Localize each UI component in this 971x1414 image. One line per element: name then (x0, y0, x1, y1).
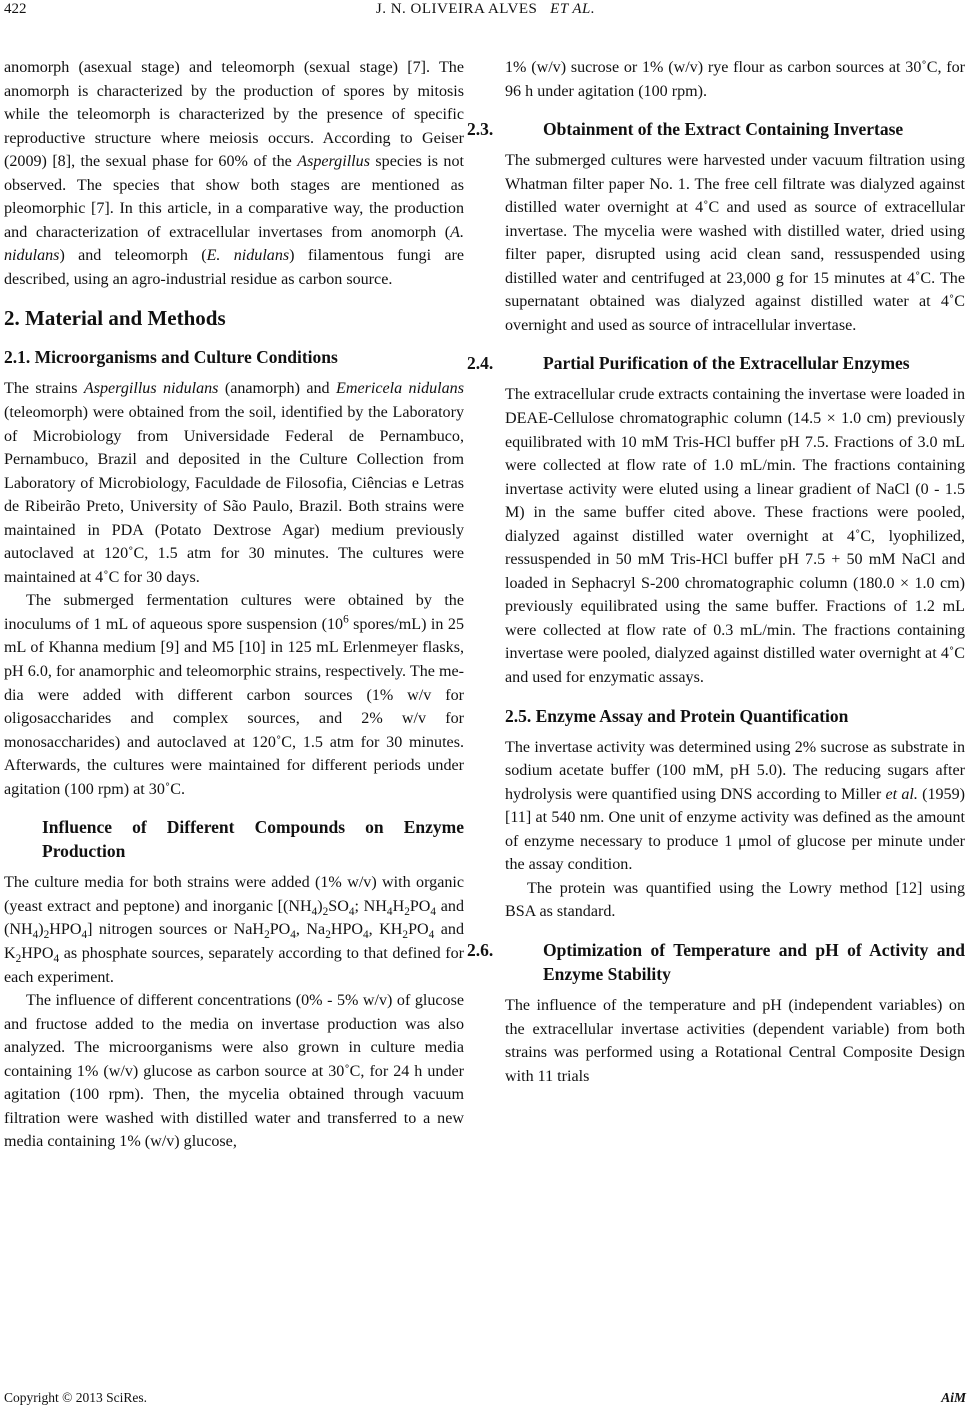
subsection-heading-2-4: 2.4. Partial Purification of the Extracellular Enzymes (467, 353, 910, 374)
page-footer (4, 1390, 966, 1406)
paragraph-enzyme-assay: The invertase activity was determined using 2% sucrose as substrate in sodium acetate buffer (100 mM, pH 5.0). The reducing sugars after hydrolysis were quantified using DNS according to Miller et al. (1959) [11] at 540 nm. One unit of enzyme activity was defined as the amount of enzyme necessary to produce 1 μmol of glucose per minute under the assay condition. (505, 738, 966, 874)
subsection-heading-2-6: 2.6. Optimization of Temperature and pH of Activity and Enzyme Stability (467, 939, 965, 984)
paragraph-submerged-fermentation: The submerged fermentation cultures were obtained by the inoculums of 1 mL of aqueous spore suspension ($10^6$ spores/mL) in 25 mL of Khanna medium [9] and M5 [10] in 125 mL Erlenmeyer flasks, pH 6.0, for anamorphic and teleomorphic strains, respectively. The media were added with different carbon sources (1% w/v for oligosaccharides and complex sources, and 2% w/v for monosaccharides) and autoclaved at 120˚C, 1.5 atm for 30 minutes. Afterwards, the cultures were maintained for different periods under agitation (100 rpm) at 30˚C. (4, 592, 465, 798)
journal-abbreviation: AiM (941, 1390, 966, 1405)
right-column (467, 56, 966, 1088)
paragraph-purification: The extracellular crude extracts containing the invertase were loaded in DEAE-Cellulose chromatographic column (14.5 × 1.0 cm) previously equilibrated with 10 mM Tris-HCl buffer pH 7.5. Fractions of 3.0 mL were collected at flow rate of 1.0 mL/min. The fractions containing invertase activity were eluted using a linear gradient of NaCl (0 - 1.5 M) in the same buffer cited above. These fractions were pooled, dialyzed against distilled water overnight at 4˚C, lyophilized, ressuspended in 50 mM Tris-HCl buffer pH 7.5 + 50 mM NaCl and loaded in Sephacryl S-200 chromatographic column (180.0 × 1.0 cm) previously equilibrated using the same buffer. Fractions of 1.2 mL were collected at flow rate of 0.3 mL/min. The fractions containing invertase were pooled, dialyzed against distilled water overnight at 4˚C and used for enzymatic assays. (505, 386, 965, 687)
subsection-heading-2-5: 2.5. Enzyme Assay and Protein Quantification (505, 705, 849, 726)
paragraph-optimization: The influence of the temperature and pH (independent variables) on the extracellular invertase activities (dependent variable) from both strains was performed using a Rotational Central Composite Design with 11 trials (505, 996, 965, 1085)
running-header (0, 0, 971, 26)
subsection-heading-2-3: 2.3. Obtainment of the Extract Containing Invertase (467, 119, 904, 140)
left-column (4, 56, 464, 1154)
paragraph-culture-media: The culture media for both strains were added (1% w/v) with organic (yeast extract and peptone) and inorganic [$(NH_4)_2SO_4$; $NH_4H_2PO_4$ and $(NH_4)_2HPO_4$] nitrogen sources or $NaH_2PO_4$, $Na_2HPO_4$, $KH_2PO_4$ and $K_2HPO_4$ as phosphate sources, separately according to that defined for each experiment. (4, 874, 464, 986)
paragraph-strains: The strains Aspergillus nidulans (anamorph) and Emericela nidulans (teleomorph) were obtained from the soil, identified by the Laboratory of Microbiology from Universidade Federal de Pernambuco, Pernambuco, Brazil and deposited in the Culture Collection from Laboratory of Microbiology, Faculdade de Filosofia, Ciências e Letras de Ribeirão Preto, University of São Paulo, Brazil. Both strains were maintained in PDA (Potato Dextrose Agar) medium previously autoclaved at 120˚C, 1.5 atm for 30 minutes. The cultures were maintained at 4˚C for 30 days. (4, 380, 464, 586)
paragraph-intro: anomorph (asexual stage) and teleomorph (sexual stage) [7]. The anomorph is characterized by the production of spores by mitosis while the teleomorph is characterized by the presence of specific reproductive structure where meiosis occurs. According to Geiser (2009) [8], the sexual phase for 60% of the Aspergillus species is not observed. The species that show both stages are mentioned as pleomorphic [7]. In this article, in a comparative way, the production and characterization of extracellular invertases from anomorph (A. nidulans) and teleomorph (E. nidulans) filamentous fungi are described, using an agro-industrial residue as carbon source. (4, 59, 464, 288)
page-number: 422 (4, 1, 27, 17)
running-et-al: ET AL. (550, 1, 596, 17)
paragraph-continued: 1% (w/v) sucrose or 1% (w/v) rye flour as carbon sources at 30˚C, for 96 h under agitation (100 rpm). (505, 59, 965, 100)
paragraph-glucose-fructose: The influence of different concentrations (0% - 5% w/v) of glucose and fructose added to the media on invertase production was also analyzed. The microorganisms were also grown in culture media containing 1% (w/v) glucose as carbon source at 30˚C, for 24 h under agitation (100 rpm). Then, the mycelia obtained through vacuum filtration were washed with distilled water and transferred to a new media containing 1% (w/v) glucose, (4, 992, 464, 1151)
paragraph-protein: The protein was quantified using the Lowry method [12] using BSA as standard. (505, 879, 965, 921)
subsection-heading-2-1: 2.1. Microorganisms and Culture Conditions (4, 347, 338, 368)
paragraph-harvest: The submerged cultures were harvested under vacuum filtration using Whatman filter paper No. 1. The free cell filtrate was dialyzed against distilled water overnight at 4˚C and used as source of extracellular invertase. The mycelia were washed with distilled water, dried using filter paper, disrupted using acid clean sand, ressuspended using distilled water and centrifuged at 23,000 g for 15 minutes at 4˚C. The supernatant obtained was dialyzed against distilled water at 4˚C overnight and used as source of intracellular invertase. (505, 152, 965, 334)
subsection-heading-2-2: Influence of Different Compounds on Enzyme Production (42, 817, 464, 862)
running-title (0, 1, 971, 18)
running-authors: J. N. OLIVEIRA ALVES (375, 1, 538, 17)
section-heading-materials: 2. Material and Methods (4, 306, 226, 331)
copyright-notice: Copyright © 2013 SciRes. (4, 1390, 148, 1405)
